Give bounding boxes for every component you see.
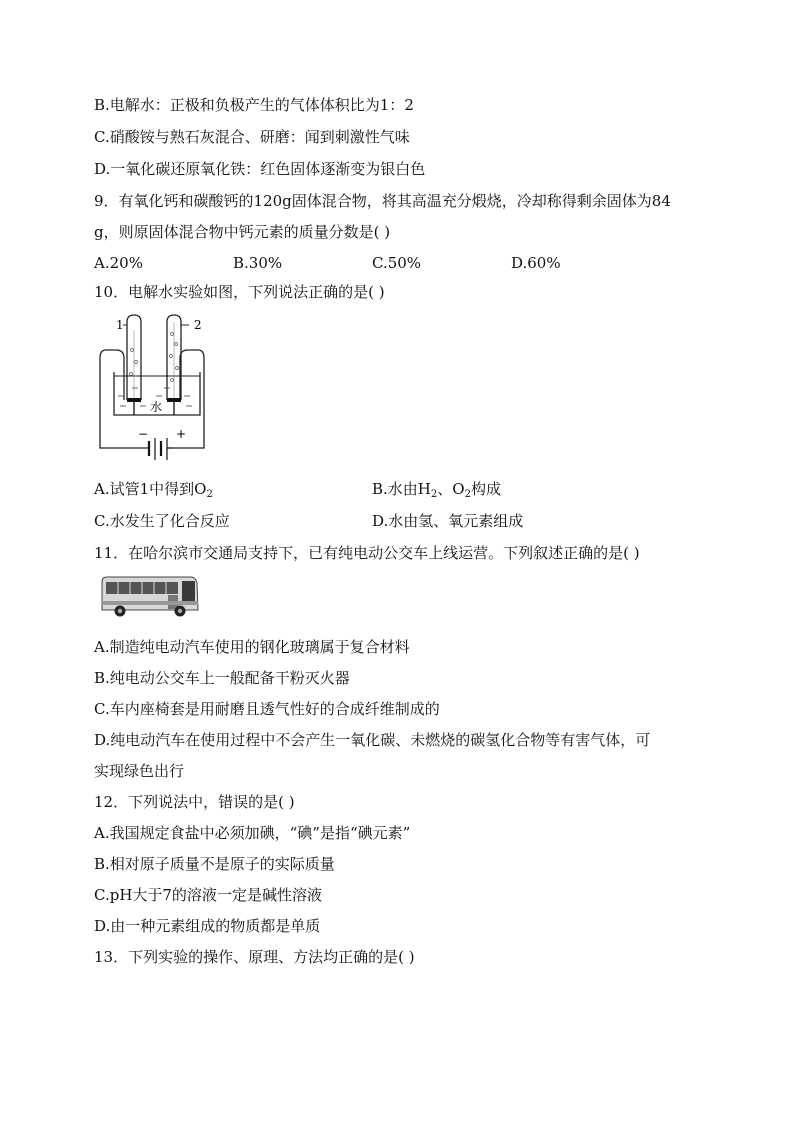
q9-stem-line1: 9．有氧化钙和碳酸钙的120g固体混合物，将其高温充分煅烧，冷却称得剩余固体为84 xyxy=(94,192,671,210)
q9-option-a: A.20% xyxy=(94,254,143,272)
q12-option-b: B.相对原子质量不是原子的实际质量 xyxy=(94,855,335,873)
q11-option-d-line1: D.纯电动汽车在使用过程中不会产生一氧化碳、未燃烧的碳氢化合物等有害气体，可 xyxy=(94,731,651,749)
q11-option-a: A.制造纯电动汽车使用的钢化玻璃属于复合材料 xyxy=(94,638,410,656)
q8-option-c: C.硝酸铵与熟石灰混合、研磨：闻到刺激性气味 xyxy=(94,128,410,146)
q11-option-c: C.车内座椅套是用耐磨且透气性好的合成纤维制成的 xyxy=(94,700,440,718)
q9-stem-line2: g，则原固体混合物中钙元素的质量分数是( ) xyxy=(94,223,391,241)
q8-option-d: D.一氧化碳还原氧化铁：红色固体逐渐变为银白色 xyxy=(94,160,426,178)
q11-stem: 11．在哈尔滨市交通局支持下，已有纯电动公交车上线运营。下列叙述正确的是( ) xyxy=(94,544,640,562)
electrolysis-diagram xyxy=(94,310,224,470)
battery-minus: − xyxy=(138,427,149,441)
q8-option-b: B.电解水：正极和负极产生的气体体积比为1：2 xyxy=(94,96,414,114)
q11-option-d-line2: 实现绿色出行 xyxy=(94,762,185,780)
q10-stem: 10．电解水实验如图，下列说法正确的是( ) xyxy=(94,283,385,301)
q10-option-c: C.水发生了化合反应 xyxy=(94,512,230,530)
q12-option-d: D.由一种元素组成的物质都是单质 xyxy=(94,917,321,935)
electric-bus-image xyxy=(98,574,200,620)
q10-option-b: B.水由$H_2$、$O_2$构成 xyxy=(372,480,501,500)
q11-option-b: B.纯电动公交车上一般配备干粉灭火器 xyxy=(94,669,350,687)
q12-option-c: C.pH大于7的溶液一定是碱性溶液 xyxy=(94,886,322,904)
water-label: 水 xyxy=(150,400,163,414)
q10-option-a: A.试管1中得到$O_2$ xyxy=(94,480,213,500)
q12-stem: 12．下列说法中，错误的是( ) xyxy=(94,793,295,811)
q10-option-d: D.水由氢、氧元素组成 xyxy=(372,512,524,530)
q9-option-c: C.50% xyxy=(372,254,422,272)
q9-option-d: D.60% xyxy=(511,254,561,272)
q12-option-a: A.我国规定食盐中必须加碘，“碘”是指“碘元素” xyxy=(94,824,411,842)
tube2-label: 2 xyxy=(194,318,202,332)
q9-option-b: B.30% xyxy=(233,254,283,272)
q13-stem: 13．下列实验的操作、原理、方法均正确的是( ) xyxy=(94,948,415,966)
battery-plus: + xyxy=(176,427,187,441)
tube1-label: 1 xyxy=(116,318,124,332)
